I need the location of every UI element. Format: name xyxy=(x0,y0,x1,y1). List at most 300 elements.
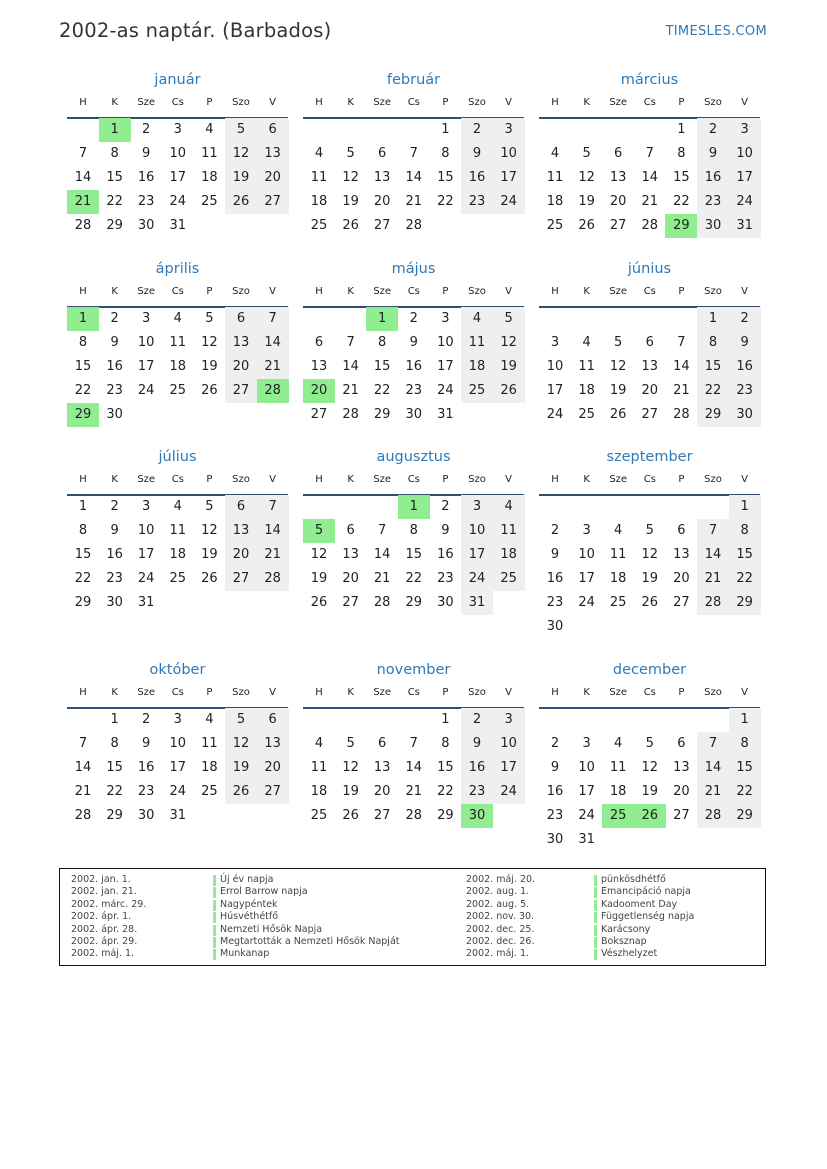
day-cell[interactable]: 25 xyxy=(310,808,328,823)
day-cell[interactable]: 23 xyxy=(546,808,564,823)
day-cell[interactable]: 14 xyxy=(257,519,289,543)
day-cell[interactable]: 6 xyxy=(314,335,324,350)
day-cell[interactable]: 13 xyxy=(342,547,359,562)
day-cell[interactable]: 14 xyxy=(74,170,92,185)
day-cell[interactable]: 21 xyxy=(641,194,659,209)
day-cell[interactable]: 20 xyxy=(225,543,257,567)
day-cell[interactable]: 30 xyxy=(137,808,155,823)
day-cell[interactable]: 4 xyxy=(173,499,182,514)
day-cell[interactable]: 24 xyxy=(493,780,525,804)
day-cell[interactable]: 4 xyxy=(493,495,525,519)
day-cell[interactable]: 2 xyxy=(729,307,761,331)
day-cell[interactable]: 18 xyxy=(169,359,187,374)
day-cell[interactable]: 25 xyxy=(201,194,218,209)
day-cell[interactable]: 8 xyxy=(110,146,119,161)
day-cell[interactable]: 1 xyxy=(697,307,729,331)
day-cell[interactable]: 7 xyxy=(346,335,355,350)
day-cell[interactable]: 2 xyxy=(110,311,119,326)
day-cell[interactable]: 22 xyxy=(106,194,123,209)
day-cell[interactable]: 5 xyxy=(205,311,214,326)
day-cell[interactable]: 14 xyxy=(673,359,690,374)
day-cell[interactable]: 22 xyxy=(437,784,454,799)
day-cell[interactable]: 20 xyxy=(257,756,289,780)
day-cell[interactable]: 18 xyxy=(461,355,493,379)
day-cell[interactable]: 16 xyxy=(729,355,761,379)
day-cell[interactable]: 13 xyxy=(373,760,391,775)
day-cell[interactable]: 23 xyxy=(461,780,493,804)
day-cell[interactable]: 6 xyxy=(257,118,289,142)
day-cell[interactable]: 6 xyxy=(614,146,623,161)
day-cell[interactable]: 28 xyxy=(641,218,659,233)
day-cell[interactable]: 6 xyxy=(225,307,257,331)
day-cell[interactable]: 10 xyxy=(461,519,493,543)
day-cell[interactable]: 4 xyxy=(173,311,182,326)
day-cell[interactable]: 24 xyxy=(461,567,493,591)
day-cell[interactable]: 15 xyxy=(106,170,123,185)
holiday-day[interactable]: 21 xyxy=(67,190,99,214)
day-cell[interactable]: 28 xyxy=(74,218,92,233)
day-cell[interactable]: 2 xyxy=(697,118,729,142)
day-cell[interactable]: 3 xyxy=(142,311,151,326)
day-cell[interactable]: 20 xyxy=(257,166,289,190)
day-cell[interactable]: 26 xyxy=(310,595,328,610)
day-cell[interactable]: 3 xyxy=(493,118,525,142)
day-cell[interactable]: 28 xyxy=(74,808,92,823)
day-cell[interactable]: 27 xyxy=(257,780,289,804)
day-cell[interactable]: 26 xyxy=(225,190,257,214)
day-cell[interactable]: 22 xyxy=(437,194,454,209)
day-cell[interactable]: 17 xyxy=(461,543,493,567)
day-cell[interactable]: 1 xyxy=(441,712,450,727)
day-cell[interactable]: 15 xyxy=(106,760,123,775)
day-cell[interactable]: 8 xyxy=(441,736,450,751)
day-cell[interactable]: 29 xyxy=(729,591,761,615)
day-cell[interactable]: 19 xyxy=(342,194,359,209)
day-cell[interactable]: 4 xyxy=(314,146,324,161)
day-cell[interactable]: 16 xyxy=(137,170,155,185)
day-cell[interactable]: 14 xyxy=(641,170,659,185)
day-cell[interactable]: 24 xyxy=(729,190,761,214)
day-cell[interactable]: 24 xyxy=(137,383,155,398)
day-cell[interactable]: 6 xyxy=(645,335,654,350)
day-cell[interactable]: 16 xyxy=(461,166,493,190)
day-cell[interactable]: 6 xyxy=(378,146,387,161)
day-cell[interactable]: 11 xyxy=(310,170,328,185)
day-cell[interactable]: 30 xyxy=(697,214,729,238)
day-cell[interactable]: 14 xyxy=(405,760,423,775)
day-cell[interactable]: 5 xyxy=(205,499,214,514)
day-cell[interactable]: 20 xyxy=(673,784,690,799)
day-cell[interactable]: 19 xyxy=(225,756,257,780)
day-cell[interactable]: 5 xyxy=(645,736,654,751)
day-cell[interactable]: 17 xyxy=(578,571,595,586)
day-cell[interactable]: 17 xyxy=(169,760,187,775)
day-cell[interactable]: 17 xyxy=(493,166,525,190)
day-cell[interactable]: 14 xyxy=(405,170,423,185)
day-cell[interactable]: 12 xyxy=(578,170,595,185)
day-cell[interactable]: 3 xyxy=(729,118,761,142)
day-cell[interactable]: 3 xyxy=(173,712,182,727)
day-cell[interactable]: 28 xyxy=(342,407,359,422)
day-cell[interactable]: 5 xyxy=(346,736,355,751)
holiday-day[interactable]: 26 xyxy=(634,804,666,828)
day-cell[interactable]: 6 xyxy=(257,708,289,732)
day-cell[interactable]: 31 xyxy=(729,214,761,238)
day-cell[interactable]: 22 xyxy=(74,571,92,586)
day-cell[interactable]: 3 xyxy=(142,499,151,514)
day-cell[interactable]: 17 xyxy=(493,756,525,780)
day-cell[interactable]: 1 xyxy=(110,712,119,727)
day-cell[interactable]: 21 xyxy=(673,383,690,398)
day-cell[interactable]: 12 xyxy=(225,142,257,166)
day-cell[interactable]: 22 xyxy=(106,784,123,799)
day-cell[interactable]: 8 xyxy=(78,523,88,538)
day-cell[interactable]: 8 xyxy=(729,732,761,756)
day-cell[interactable]: 15 xyxy=(373,359,391,374)
day-cell[interactable]: 27 xyxy=(225,567,257,591)
day-cell[interactable]: 9 xyxy=(697,142,729,166)
day-cell[interactable]: 23 xyxy=(106,571,123,586)
day-cell[interactable]: 27 xyxy=(257,190,289,214)
day-cell[interactable]: 28 xyxy=(257,567,289,591)
day-cell[interactable]: 4 xyxy=(550,146,560,161)
day-cell[interactable]: 16 xyxy=(405,359,423,374)
day-cell[interactable]: 23 xyxy=(137,194,155,209)
day-cell[interactable]: 13 xyxy=(609,170,627,185)
day-cell[interactable]: 1 xyxy=(78,499,88,514)
day-cell[interactable]: 25 xyxy=(493,567,525,591)
day-cell[interactable]: 27 xyxy=(641,407,659,422)
day-cell[interactable]: 1 xyxy=(729,708,761,732)
day-cell[interactable]: 10 xyxy=(729,142,761,166)
day-cell[interactable]: 4 xyxy=(205,122,214,137)
day-cell[interactable]: 7 xyxy=(409,736,418,751)
day-cell[interactable]: 7 xyxy=(409,146,418,161)
day-cell[interactable]: 2 xyxy=(550,736,560,751)
holiday-day[interactable]: 1 xyxy=(67,307,99,331)
day-cell[interactable]: 14 xyxy=(697,543,729,567)
day-cell[interactable]: 20 xyxy=(641,383,659,398)
day-cell[interactable]: 24 xyxy=(169,784,187,799)
day-cell[interactable]: 11 xyxy=(201,146,218,161)
day-cell[interactable]: 4 xyxy=(314,736,324,751)
day-cell[interactable]: 9 xyxy=(110,523,119,538)
day-cell[interactable]: 24 xyxy=(493,190,525,214)
day-cell[interactable]: 8 xyxy=(409,523,418,538)
holiday-day[interactable]: 30 xyxy=(461,804,493,828)
day-cell[interactable]: 26 xyxy=(225,780,257,804)
day-cell[interactable]: 14 xyxy=(342,359,359,374)
day-cell[interactable]: 16 xyxy=(437,547,454,562)
day-cell[interactable]: 1 xyxy=(441,122,450,137)
day-cell[interactable]: 18 xyxy=(493,543,525,567)
day-cell[interactable]: 22 xyxy=(373,383,391,398)
day-cell[interactable]: 7 xyxy=(697,732,729,756)
day-cell[interactable]: 15 xyxy=(405,547,423,562)
day-cell[interactable]: 11 xyxy=(169,335,187,350)
day-cell[interactable]: 6 xyxy=(677,523,686,538)
day-cell[interactable]: 12 xyxy=(342,760,359,775)
day-cell[interactable]: 21 xyxy=(342,383,359,398)
day-cell[interactable]: 9 xyxy=(729,331,761,355)
day-cell[interactable]: 2 xyxy=(142,712,151,727)
day-cell[interactable]: 18 xyxy=(609,571,627,586)
day-cell[interactable]: 5 xyxy=(225,708,257,732)
day-cell[interactable]: 3 xyxy=(582,523,591,538)
day-cell[interactable]: 31 xyxy=(169,808,187,823)
day-cell[interactable]: 27 xyxy=(342,595,359,610)
day-cell[interactable]: 21 xyxy=(697,567,729,591)
day-cell[interactable]: 13 xyxy=(257,142,289,166)
day-cell[interactable]: 3 xyxy=(550,335,560,350)
day-cell[interactable]: 19 xyxy=(342,784,359,799)
day-cell[interactable]: 30 xyxy=(546,832,564,847)
day-cell[interactable]: 15 xyxy=(74,359,92,374)
day-cell[interactable]: 28 xyxy=(405,808,423,823)
day-cell[interactable]: 13 xyxy=(310,359,328,374)
day-cell[interactable]: 12 xyxy=(225,732,257,756)
day-cell[interactable]: 13 xyxy=(673,760,690,775)
day-cell[interactable]: 1 xyxy=(677,122,686,137)
day-cell[interactable]: 30 xyxy=(137,218,155,233)
day-cell[interactable]: 16 xyxy=(106,547,123,562)
holiday-day[interactable]: 5 xyxy=(303,519,335,543)
day-cell[interactable]: 29 xyxy=(74,595,92,610)
day-cell[interactable]: 23 xyxy=(106,383,123,398)
day-cell[interactable]: 7 xyxy=(697,519,729,543)
day-cell[interactable]: 9 xyxy=(142,146,151,161)
day-cell[interactable]: 4 xyxy=(582,335,591,350)
day-cell[interactable]: 10 xyxy=(493,142,525,166)
day-cell[interactable]: 14 xyxy=(697,756,729,780)
day-cell[interactable]: 12 xyxy=(201,335,218,350)
day-cell[interactable]: 15 xyxy=(673,170,690,185)
day-cell[interactable]: 5 xyxy=(645,523,654,538)
day-cell[interactable]: 8 xyxy=(110,736,119,751)
holiday-day[interactable]: 25 xyxy=(602,804,634,828)
day-cell[interactable]: 26 xyxy=(201,571,218,586)
day-cell[interactable]: 17 xyxy=(137,359,155,374)
day-cell[interactable]: 9 xyxy=(550,760,560,775)
day-cell[interactable]: 14 xyxy=(74,760,92,775)
day-cell[interactable]: 8 xyxy=(729,519,761,543)
day-cell[interactable]: 19 xyxy=(609,383,627,398)
day-cell[interactable]: 27 xyxy=(310,407,328,422)
day-cell[interactable]: 25 xyxy=(169,383,187,398)
day-cell[interactable]: 29 xyxy=(106,808,123,823)
day-cell[interactable]: 1 xyxy=(729,495,761,519)
day-cell[interactable]: 23 xyxy=(437,571,454,586)
day-cell[interactable]: 23 xyxy=(137,784,155,799)
day-cell[interactable]: 25 xyxy=(201,784,218,799)
day-cell[interactable]: 7 xyxy=(378,523,387,538)
day-cell[interactable]: 2 xyxy=(461,118,493,142)
day-cell[interactable]: 10 xyxy=(169,736,187,751)
day-cell[interactable]: 18 xyxy=(310,194,328,209)
day-cell[interactable]: 2 xyxy=(142,122,151,137)
day-cell[interactable]: 12 xyxy=(310,547,328,562)
day-cell[interactable]: 6 xyxy=(225,495,257,519)
day-cell[interactable]: 14 xyxy=(257,331,289,355)
day-cell[interactable]: 28 xyxy=(697,804,729,828)
day-cell[interactable]: 27 xyxy=(673,595,690,610)
day-cell[interactable]: 31 xyxy=(437,407,454,422)
day-cell[interactable]: 27 xyxy=(373,808,391,823)
day-cell[interactable]: 12 xyxy=(641,760,659,775)
day-cell[interactable]: 7 xyxy=(257,307,289,331)
day-cell[interactable]: 12 xyxy=(493,331,525,355)
day-cell[interactable]: 12 xyxy=(342,170,359,185)
day-cell[interactable]: 7 xyxy=(78,736,88,751)
day-cell[interactable]: 30 xyxy=(546,619,564,634)
day-cell[interactable]: 19 xyxy=(493,355,525,379)
day-cell[interactable]: 11 xyxy=(546,170,564,185)
day-cell[interactable]: 8 xyxy=(78,335,88,350)
day-cell[interactable]: 25 xyxy=(546,218,564,233)
day-cell[interactable]: 28 xyxy=(373,595,391,610)
day-cell[interactable]: 4 xyxy=(614,523,623,538)
day-cell[interactable]: 22 xyxy=(673,194,690,209)
day-cell[interactable]: 19 xyxy=(641,784,659,799)
day-cell[interactable]: 21 xyxy=(373,571,391,586)
day-cell[interactable]: 2 xyxy=(441,499,450,514)
day-cell[interactable]: 2 xyxy=(550,523,560,538)
day-cell[interactable]: 26 xyxy=(493,379,525,403)
day-cell[interactable]: 25 xyxy=(169,571,187,586)
day-cell[interactable]: 23 xyxy=(546,595,564,610)
day-cell[interactable]: 7 xyxy=(78,146,88,161)
day-cell[interactable]: 13 xyxy=(257,732,289,756)
day-cell[interactable]: 3 xyxy=(441,311,450,326)
day-cell[interactable]: 8 xyxy=(378,335,387,350)
day-cell[interactable]: 11 xyxy=(493,519,525,543)
day-cell[interactable]: 20 xyxy=(225,355,257,379)
day-cell[interactable]: 17 xyxy=(437,359,454,374)
day-cell[interactable]: 15 xyxy=(729,543,761,567)
day-cell[interactable]: 17 xyxy=(137,547,155,562)
day-cell[interactable]: 27 xyxy=(673,808,690,823)
day-cell[interactable]: 11 xyxy=(609,760,627,775)
day-cell[interactable]: 5 xyxy=(582,146,591,161)
day-cell[interactable]: 15 xyxy=(74,547,92,562)
day-cell[interactable]: 29 xyxy=(373,407,391,422)
day-cell[interactable]: 13 xyxy=(373,170,391,185)
day-cell[interactable]: 21 xyxy=(257,543,289,567)
day-cell[interactable]: 25 xyxy=(609,595,627,610)
day-cell[interactable]: 9 xyxy=(409,335,418,350)
day-cell[interactable]: 28 xyxy=(697,591,729,615)
brand-link[interactable]: TIMESLES.COM xyxy=(665,24,767,39)
day-cell[interactable]: 25 xyxy=(578,407,595,422)
day-cell[interactable]: 24 xyxy=(546,407,564,422)
day-cell[interactable]: 10 xyxy=(437,335,454,350)
day-cell[interactable]: 5 xyxy=(225,118,257,142)
day-cell[interactable]: 8 xyxy=(677,146,686,161)
day-cell[interactable]: 10 xyxy=(169,146,187,161)
day-cell[interactable]: 29 xyxy=(106,218,123,233)
day-cell[interactable]: 18 xyxy=(310,784,328,799)
day-cell[interactable]: 11 xyxy=(461,331,493,355)
day-cell[interactable]: 7 xyxy=(677,335,686,350)
day-cell[interactable]: 15 xyxy=(729,756,761,780)
day-cell[interactable]: 26 xyxy=(201,383,218,398)
day-cell[interactable]: 13 xyxy=(225,331,257,355)
day-cell[interactable]: 31 xyxy=(578,832,595,847)
day-cell[interactable]: 20 xyxy=(342,571,359,586)
day-cell[interactable]: 22 xyxy=(697,379,729,403)
day-cell[interactable]: 24 xyxy=(578,808,595,823)
day-cell[interactable]: 29 xyxy=(437,808,454,823)
day-cell[interactable]: 12 xyxy=(201,523,218,538)
day-cell[interactable]: 21 xyxy=(697,780,729,804)
day-cell[interactable]: 19 xyxy=(578,194,595,209)
day-cell[interactable]: 7 xyxy=(257,495,289,519)
holiday-day[interactable]: 20 xyxy=(303,379,335,403)
day-cell[interactable]: 20 xyxy=(609,194,627,209)
day-cell[interactable]: 31 xyxy=(169,218,187,233)
day-cell[interactable]: 11 xyxy=(609,547,627,562)
day-cell[interactable]: 9 xyxy=(110,335,119,350)
day-cell[interactable]: 21 xyxy=(405,784,423,799)
day-cell[interactable]: 27 xyxy=(609,218,627,233)
day-cell[interactable]: 23 xyxy=(697,190,729,214)
day-cell[interactable]: 15 xyxy=(437,760,454,775)
day-cell[interactable]: 21 xyxy=(74,784,92,799)
day-cell[interactable]: 23 xyxy=(405,383,423,398)
day-cell[interactable]: 20 xyxy=(373,784,391,799)
day-cell[interactable]: 27 xyxy=(225,379,257,403)
day-cell[interactable]: 11 xyxy=(310,760,328,775)
day-cell[interactable]: 23 xyxy=(461,190,493,214)
day-cell[interactable]: 16 xyxy=(137,760,155,775)
day-cell[interactable]: 25 xyxy=(461,379,493,403)
day-cell[interactable]: 24 xyxy=(578,595,595,610)
day-cell[interactable]: 4 xyxy=(614,736,623,751)
day-cell[interactable]: 16 xyxy=(461,756,493,780)
day-cell[interactable]: 2 xyxy=(409,311,418,326)
day-cell[interactable]: 11 xyxy=(201,736,218,751)
day-cell[interactable]: 6 xyxy=(378,736,387,751)
day-cell[interactable]: 24 xyxy=(137,571,155,586)
day-cell[interactable]: 15 xyxy=(697,355,729,379)
day-cell[interactable]: 17 xyxy=(546,383,564,398)
day-cell[interactable]: 26 xyxy=(342,218,359,233)
day-cell[interactable]: 4 xyxy=(205,712,214,727)
day-cell[interactable]: 4 xyxy=(461,307,493,331)
day-cell[interactable]: 16 xyxy=(106,359,123,374)
day-cell[interactable]: 11 xyxy=(578,359,595,374)
day-cell[interactable]: 24 xyxy=(169,194,187,209)
day-cell[interactable]: 16 xyxy=(697,166,729,190)
day-cell[interactable]: 19 xyxy=(310,571,328,586)
day-cell[interactable]: 18 xyxy=(169,547,187,562)
day-cell[interactable]: 18 xyxy=(609,784,627,799)
day-cell[interactable]: 30 xyxy=(106,407,123,422)
holiday-day[interactable]: 1 xyxy=(99,118,131,142)
day-cell[interactable]: 11 xyxy=(169,523,187,538)
day-cell[interactable]: 9 xyxy=(461,142,493,166)
day-cell[interactable]: 12 xyxy=(641,547,659,562)
day-cell[interactable]: 19 xyxy=(201,547,218,562)
day-cell[interactable]: 3 xyxy=(461,495,493,519)
day-cell[interactable]: 28 xyxy=(405,218,423,233)
day-cell[interactable]: 30 xyxy=(405,407,423,422)
day-cell[interactable]: 10 xyxy=(137,523,155,538)
day-cell[interactable]: 30 xyxy=(437,595,454,610)
day-cell[interactable]: 31 xyxy=(137,595,155,610)
day-cell[interactable]: 29 xyxy=(729,804,761,828)
day-cell[interactable]: 26 xyxy=(342,808,359,823)
